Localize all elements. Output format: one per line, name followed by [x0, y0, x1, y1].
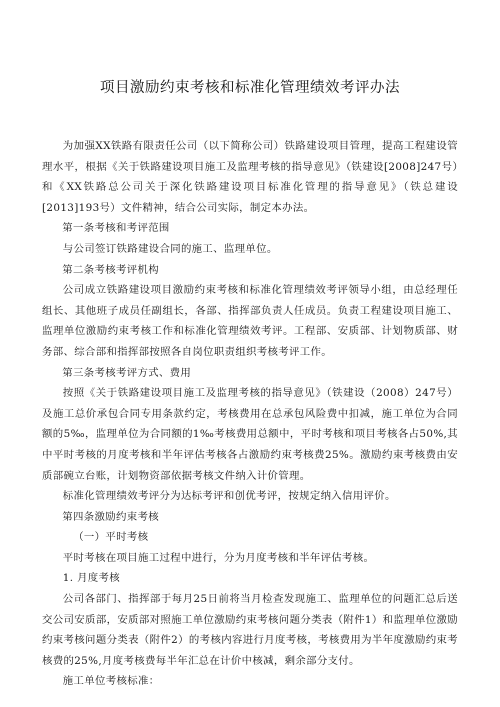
subsection-1-text: 公司各部门、指挥部于每月25日前将当月检查发现施工、监理单位的问题汇总后送交公司安质部，安质部对照施工单位激励约束考核问题分类表（附件1）和监理单位激励约束考核问题分类表（附件2）的考核内容进行月度考核，考核费用为半年度激励约束考核费的25%,月度考核费每半年汇总在计价中核减，剩余部分支付。	[42, 593, 458, 667]
section-1-text: 平时考核在项目施工过程中进行，分为月度考核和半年评估考核。	[62, 551, 375, 564]
article-4-heading: 第四条激励约束考核	[62, 510, 159, 523]
document-title: 项目激励约束考核和标准化管理绩效考评办法	[100, 80, 400, 96]
article-2-text: 公司成立铁路建设项目激励约束考核和标准化管理绩效考评领导小组，由总经理任组长、其他班子成员任副组长，各部、指挥部负责人任成员。负责工程建设项目施工、监理单位激励约束考核工作和标准化管理绩效考评。工程部、安质部、计划物质部、财务部、综合部和指挥部按照各自岗位职责组织考核考评工作。	[42, 284, 458, 358]
document-body	[42, 136, 458, 692]
subsection-1-heading: 1. 月度考核	[62, 572, 121, 585]
intro-paragraph: 为加强XX铁路有限责任公司（以下简称公司）铁路建设项目管理，提高工程建设管理水平，根据《关于铁路建设项目施工及监理考核的指导意见》（铁建设[2008]247号）和《XX铁路总公司关于深化铁路建设项目标准化管理的指导意见》（铁总建设[2013]193号）文件精神，结合公司实际，制定本办法。	[42, 140, 458, 214]
article-3-text-2: 标准化管理绩效考评分为达标考评和创优考评，按规定纳入信用评价。	[62, 490, 396, 503]
article-1-heading: 第一条考核和考评范围	[62, 222, 170, 235]
section-1-heading: （一）平时考核	[73, 531, 149, 544]
article-3-text: 按照《关于铁路建设项目施工及监理考核的指导意见》（铁建设（2008）247号）及施工总价承包合同专用条款约定，考核费用在总承包风险费中扣减，施工单位为合同额的5‰，监理单位为合同额的1‰考核费用总额中，平时考核和项目考核各占50%,其中平时考核的月度考核和半年评估考核各占激励约束考核费25%。激励约束考核费由安质部碗立台账，计划物资部依据考核文件纳入计价管理。	[42, 387, 458, 482]
article-3-heading: 第三条考核考评方式、费用	[62, 366, 192, 379]
article-1-text: 与公司签订铁路建设合同的施工、监理单位。	[62, 242, 278, 255]
construction-standard-heading: 施工单位考核标准：	[62, 675, 160, 688]
article-2-heading: 第二条考核考评机构	[62, 263, 159, 276]
